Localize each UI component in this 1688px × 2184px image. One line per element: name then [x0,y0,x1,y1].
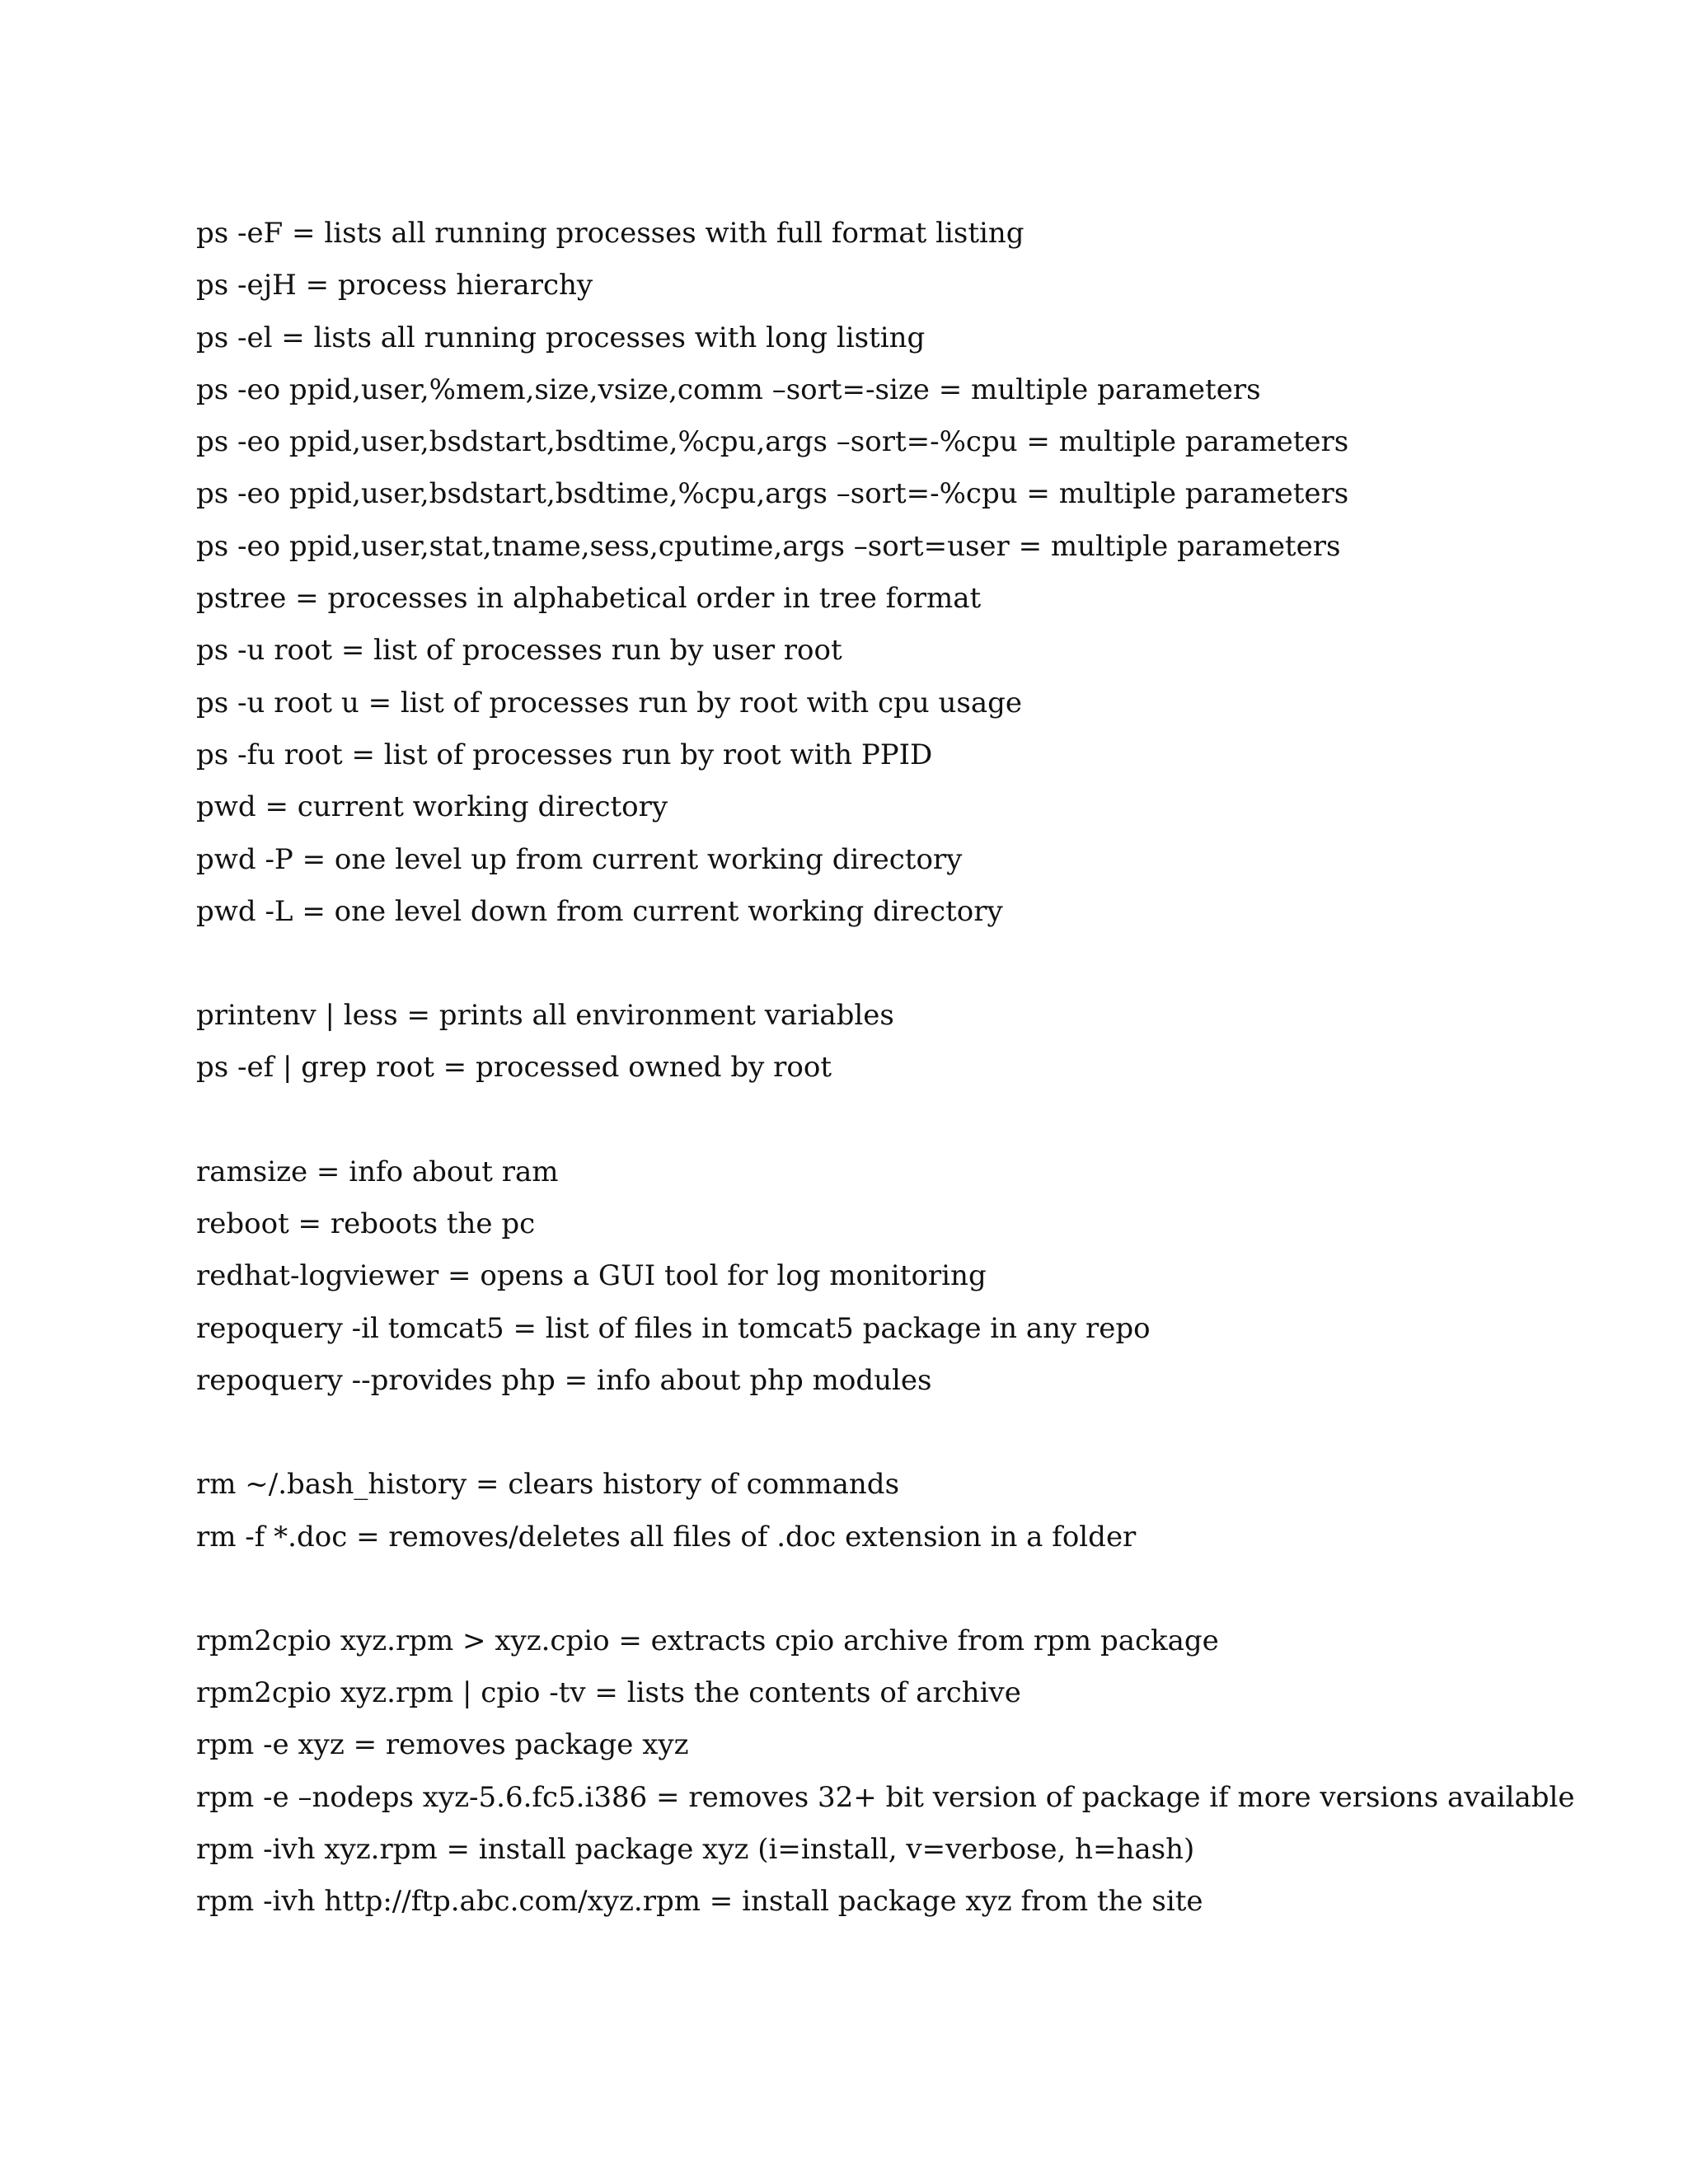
command-line: rpm -e xyz = removes package xyz [196,1728,689,1762]
command-line: ps -u root u = list of processes run by root with cpu usage [196,686,1022,719]
command-line: rpm2cpio xyz.rpm | cpio -tv = lists the contents of archive [196,1676,1021,1710]
command-line: repoquery -il tomcat5 = list of files in tomcat5 package in any repo [196,1311,1151,1345]
command-line: ps -eo ppid,user,stat,tname,sess,cputime,args –sort=user = multiple parameters [196,529,1341,563]
command-line: rpm -ivh http://ftp.abc.com/xyz.rpm = install package xyz from the site [196,1885,1203,1919]
command-line: ps -eF = lists all running processes with full format listing [196,217,1025,250]
command-group-printenv [196,995,1597,1099]
command-group-ram-repo [196,1151,1597,1412]
command-line: pstree = processes in alphabetical order in tree format [196,582,982,616]
command-group-rpm [196,1620,1597,1933]
command-line: ramsize = info about ram [196,1155,559,1188]
command-line: ps -ef | grep root = processed owned by root [196,1051,832,1085]
command-line: repoquery --provides php = info about php modules [196,1363,932,1397]
command-line: redhat-logviewer = opens a GUI tool for log monitoring [196,1259,987,1293]
command-line: reboot = reboots the pc [196,1207,536,1241]
command-line: ps -u root = list of processes run by user root [196,634,842,668]
command-line: pwd = current working directory [196,790,668,824]
command-line: ps -eo ppid,user,%mem,size,vsize,comm –sort=-size = multiple parameters [196,373,1261,406]
command-line: ps -eo ppid,user,bsdstart,bsdtime,%cpu,args –sort=-%cpu = multiple parameters [196,477,1349,511]
command-group-rm [196,1464,1597,1568]
command-line: ps -el = lists all running processes with long listing [196,321,926,354]
command-line: rpm2cpio xyz.rpm > xyz.cpio = extracts cpio archive from rpm package [196,1624,1219,1657]
command-line: ps -ejH = process hierarchy [196,269,593,302]
command-line: rm -f *.doc = removes/deletes all files of .doc extension in a folder [196,1520,1137,1554]
command-line: ps -eo ppid,user,bsdstart,bsdtime,%cpu,args –sort=-%cpu = multiple parameters [196,425,1349,459]
command-line: rpm -ivh xyz.rpm = install package xyz (i=install, v=verbose, h=hash) [196,1833,1195,1867]
command-list [196,213,1597,1933]
command-line: rpm -e –nodeps xyz-5.6.fc5.i386 = removes 32+ bit version of package if more versions available [196,1780,1575,1814]
command-line: pwd -L = one level down from current working directory [196,894,1003,928]
command-line: pwd -P = one level up from current working directory [196,842,963,876]
command-line: rm ~/.bash_history = clears history of commands [196,1468,900,1502]
command-group-ps-pwd [196,213,1597,943]
command-line: ps -fu root = list of processes run by root with PPID [196,738,933,771]
command-line: printenv | less = prints all environment variables [196,999,894,1033]
